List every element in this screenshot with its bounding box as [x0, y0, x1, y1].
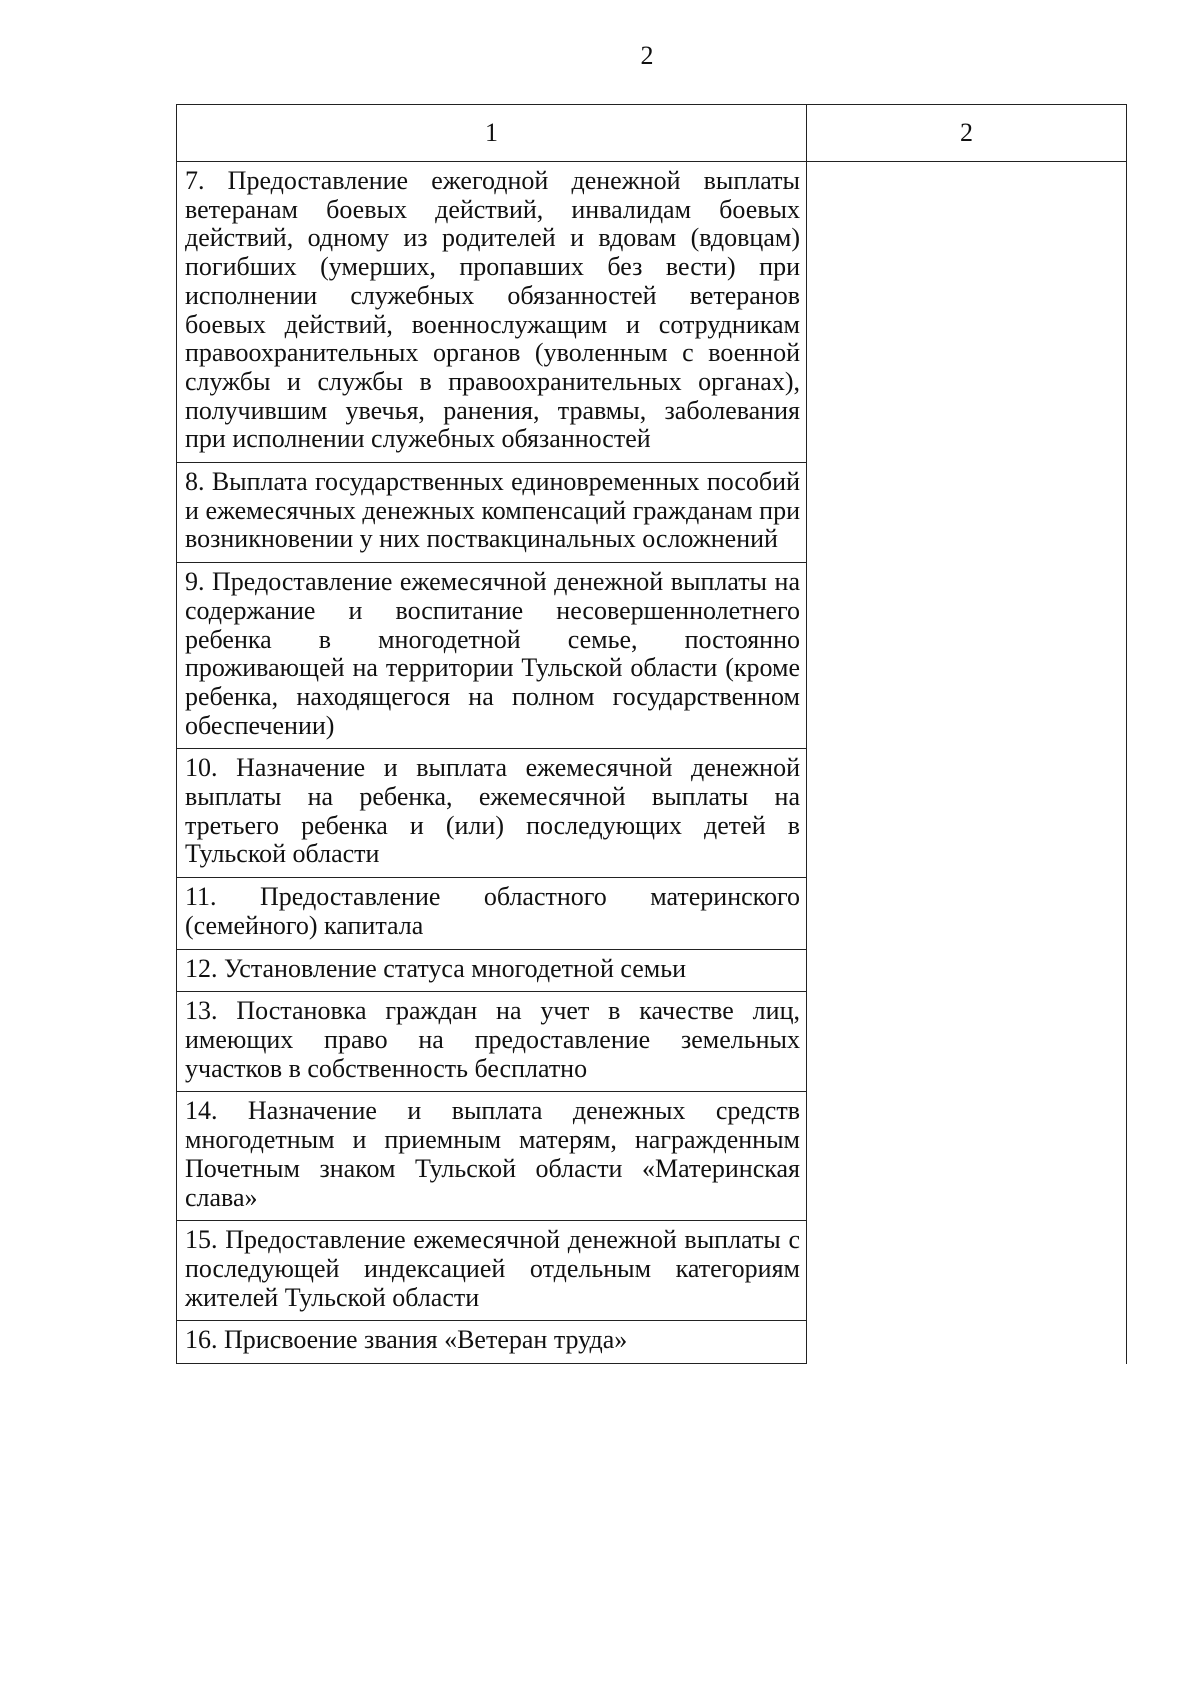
- row-cell-col2: [807, 162, 1127, 1364]
- table-header-row: [177, 105, 1127, 162]
- row-text: 7. Предоставление ежегодной денежной выплаты ветеранам боевых действий, инвалидам боевых действий, одному из родителей и вдовам (вдовцам) погибших (умерших, пропавших без вести) при исполнении служебных обязанностей ветеранов боевых действий, военнослужащим и сотрудникам правоохранительных органов (уволенным с военной службы и службы в правоохранительных органах), получившим увечья, ранения, травмы, заболевания при исполнении служебных обязанностей: [185, 166, 800, 454]
- row-text: 14. Назначение и выплата денежных средств многодетным и приемным матерям, награжденным Почетным знаком Тульской области «Материнская слава»: [185, 1096, 800, 1212]
- services-table: [176, 104, 1127, 1364]
- row-cell-col1: [177, 463, 807, 563]
- column-header-1: 1: [177, 105, 807, 162]
- row-text: 9. Предоставление ежемесячной денежной выплаты на содержание и воспитание несовершеннолетнего ребенка в многодетной семье, постоянно проживающей на территории Тульской области (кроме ребенка, находящегося на полном государственном обеспечении): [185, 567, 800, 740]
- row-text: 12. Установление статуса многодетной семьи: [185, 953, 686, 983]
- column-header-2: 2: [807, 105, 1127, 162]
- row-text: 13. Постановка граждан на учет в качестве лиц, имеющих право на предоставление земельных участков в собственность бесплатно: [185, 996, 800, 1083]
- row-text: 16. Присвоение звания «Ветеран труда»: [185, 1325, 628, 1355]
- row-cell-col1: [177, 749, 807, 878]
- row-cell-col1: [177, 563, 807, 749]
- row-cell-col1: [177, 878, 807, 949]
- table-row: [177, 162, 1127, 463]
- row-text: 10. Назначение и выплата ежемесячной денежной выплаты на ребенка, ежемесячной выплаты на третьего ребенка и (или) последующих детей в Тульской области: [185, 753, 800, 869]
- row-cell-col1: [177, 1092, 807, 1221]
- row-cell-col1: [177, 992, 807, 1092]
- row-text: 15. Предоставление ежемесячной денежной выплаты с последующей индексацией отдельным категориям жителей Тульской области: [185, 1225, 800, 1312]
- row-cell-col1: [177, 1221, 807, 1321]
- page-number: 2: [640, 41, 654, 70]
- row-cell-col1: [177, 949, 807, 992]
- row-text: 11. Предоставление областного материнского (семейного) капитала: [185, 882, 800, 940]
- row-cell-col1: [177, 162, 807, 463]
- row-cell-col1: [177, 1321, 807, 1364]
- row-text: 8. Выплата государственных единовременных пособий и ежемесячных денежных компенсаций гражданам при возникновении у них поствакцинальных осложнений: [185, 467, 800, 554]
